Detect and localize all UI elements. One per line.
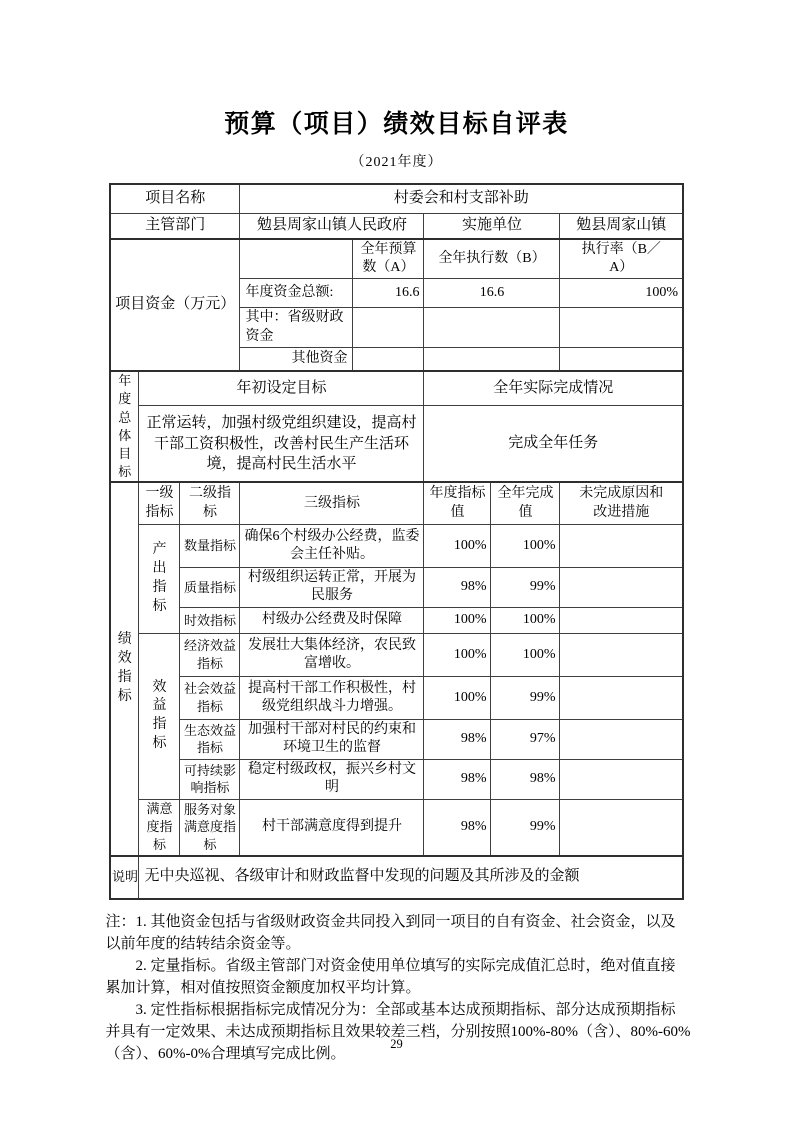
indicator-reason: [560, 607, 683, 633]
funds-total-exec: 16.6: [424, 279, 560, 308]
remark-label: 说明: [110, 856, 139, 899]
funds-total-budget: 16.6: [353, 279, 424, 308]
row-indicator-social: [110, 676, 683, 719]
page-subtitle: （2021年度）: [350, 155, 443, 170]
page-number: 29: [390, 1037, 403, 1051]
funds-provincial-label: 其中：省级财政资金: [240, 308, 353, 347]
perf-label: 绩效指标: [110, 482, 139, 855]
indicator-reason: [560, 719, 683, 759]
indicator-l3: 稳定村级政权，振兴乡村文明: [240, 759, 424, 799]
note-line: 注：1. 其他资金包括与省级财政资金共同投入到同一项目的自有资金、社会资金，以及: [105, 913, 676, 930]
perf-col-l2: 二级指标: [180, 482, 240, 524]
row-departments: [110, 213, 683, 239]
indicator-l3: 确保6个村级办公经费，监委会主任补贴。: [240, 524, 424, 567]
indicator-reason: [560, 759, 683, 799]
indicator-target: 98%: [424, 799, 491, 855]
indicator-l2: 社会效益指标: [180, 676, 240, 719]
indicator-reason: [560, 676, 683, 719]
indicator-target: 100%: [424, 633, 491, 676]
indicator-done: 99%: [491, 676, 560, 719]
perf-col-l1: 一级指标: [139, 482, 180, 524]
indicator-l2: 质量指标: [180, 567, 240, 607]
row-indicator-economic: [110, 633, 683, 676]
funds-total-label: 年度资金总额:: [240, 279, 353, 308]
indicator-l2: 生态效益指标: [180, 719, 240, 759]
indicator-done: 97%: [491, 719, 560, 759]
perf-col-l3: 三级指标: [240, 482, 424, 524]
perf-col-done: 全年完成值: [491, 482, 560, 524]
note-line: 以前年度的结转结余资金等。: [105, 935, 301, 952]
note-line: 3. 定性指标根据指标完成情况分为：全部或基本达成预期指标、部分达成预期指标: [105, 1001, 676, 1018]
row-remark: [110, 856, 683, 899]
note-line: 并具有一定效果、未达成预期指标且效果较差三档，分别按照100%-80%（含）、80%-60%: [105, 1023, 691, 1040]
indicator-reason: [560, 567, 683, 607]
funds-other-rate: [560, 347, 683, 371]
row-project-name: [110, 184, 683, 213]
annual-goal-label: 年度总体目标: [110, 371, 139, 482]
indicator-reason: [560, 524, 683, 567]
row-indicator-quality: [110, 567, 683, 607]
perf-col-reason: 未完成原因和改进措施: [560, 482, 683, 524]
impl-value: 勉县周家山镇: [560, 213, 683, 239]
self-evaluation-table: [109, 183, 684, 900]
funds-empty-header-cell: [240, 239, 353, 279]
indicator-l3: 村级组织运转正常，开展为民服务: [240, 567, 424, 607]
indicator-done: 100%: [491, 607, 560, 633]
row-goal-header: [110, 371, 683, 406]
note-line: 累加计算，相对值按照资金额度加权平均计算。: [105, 979, 421, 996]
indicator-l3: 提高村干部工作积极性，村级党组织战斗力增强。: [240, 676, 424, 719]
goal-col-set: 年初设定目标: [139, 371, 424, 406]
row-funds-header: [110, 239, 683, 279]
indicator-l2: 数量指标: [180, 524, 240, 567]
indicator-l2: 可持续影响指标: [180, 759, 240, 799]
funds-label: 项目资金（万元）: [110, 239, 240, 371]
row-perf-header: [110, 482, 683, 524]
perf-col-target: 年度指标值: [424, 482, 491, 524]
indicator-reason: [560, 799, 683, 855]
row-indicator-timeliness: [110, 607, 683, 633]
indicator-target: 98%: [424, 567, 491, 607]
funds-other-budget: [353, 347, 424, 371]
indicator-l2: 经济效益指标: [180, 633, 240, 676]
perf-group-output-label: 产出指标: [139, 524, 180, 633]
project-name-label: 项目名称: [110, 184, 240, 213]
row-indicator-sustainability: [110, 759, 683, 799]
indicator-target: 98%: [424, 759, 491, 799]
row-indicator-ecological: [110, 719, 683, 759]
funds-total-rate: 100%: [560, 279, 683, 308]
indicator-done: 99%: [491, 567, 560, 607]
indicator-target: 100%: [424, 607, 491, 633]
indicator-done: 98%: [491, 759, 560, 799]
indicator-target: 100%: [424, 676, 491, 719]
perf-group-satisfaction-label: 满意度指标: [139, 799, 180, 855]
page-title: 预算（项目）绩效目标自评表: [224, 111, 569, 138]
note-line: 2. 定量指标。省级主管部门对资金使用单位填写的实际完成值汇总时，绝对值直接: [105, 957, 676, 974]
funds-provincial-budget: [353, 308, 424, 347]
indicator-target: 100%: [424, 524, 491, 567]
project-name-value: 村委会和村支部补助: [240, 184, 683, 213]
indicator-l3: 村干部满意度得到提升: [240, 799, 424, 855]
indicator-l3: 村级办公经费及时保障: [240, 607, 424, 633]
indicator-reason: [560, 633, 683, 676]
indicator-done: 100%: [491, 524, 560, 567]
goal-set-text: 正常运转，加强村级党组织建设，提高村干部工资积极性，改善村民生产生活环境，提高村民生活水平: [139, 406, 424, 483]
goal-actual-text: 完成全年任务: [424, 406, 683, 483]
funds-provincial-rate: [560, 308, 683, 347]
perf-group-benefit-label: 效益指标: [139, 633, 180, 799]
row-indicator-satisfaction: [110, 799, 683, 855]
dept-value: 勉县周家山镇人民政府: [240, 213, 424, 239]
note-line: （含）、60%-0%合理填写完成比例。: [105, 1045, 346, 1062]
indicator-l2: 服务对象满意度指标: [180, 799, 240, 855]
funds-col-exec: 全年执行数（B）: [424, 239, 560, 279]
indicator-l3: 发展壮大集体经济，农民致富增收。: [240, 633, 424, 676]
indicator-l2: 时效指标: [180, 607, 240, 633]
remark-text: 无中央巡视、各级审计和财政监督中发现的问题及其所涉及的金额: [139, 856, 683, 899]
indicator-target: 98%: [424, 719, 491, 759]
dept-label: 主管部门: [110, 213, 240, 239]
impl-label: 实施单位: [424, 213, 560, 239]
funds-col-rate: 执行率（B／A）: [560, 239, 683, 279]
row-indicator-quantity: [110, 524, 683, 567]
funds-other-exec: [424, 347, 560, 371]
goal-col-actual: 全年实际完成情况: [424, 371, 683, 406]
indicator-done: 99%: [491, 799, 560, 855]
funds-other-label: 其他资金: [240, 347, 353, 371]
row-goal-content: [110, 406, 683, 483]
funds-provincial-exec: [424, 308, 560, 347]
funds-col-budget: 全年预算数（A）: [353, 239, 424, 279]
indicator-done: 100%: [491, 633, 560, 676]
indicator-l3: 加强村干部对村民的约束和环境卫生的监督: [240, 719, 424, 759]
